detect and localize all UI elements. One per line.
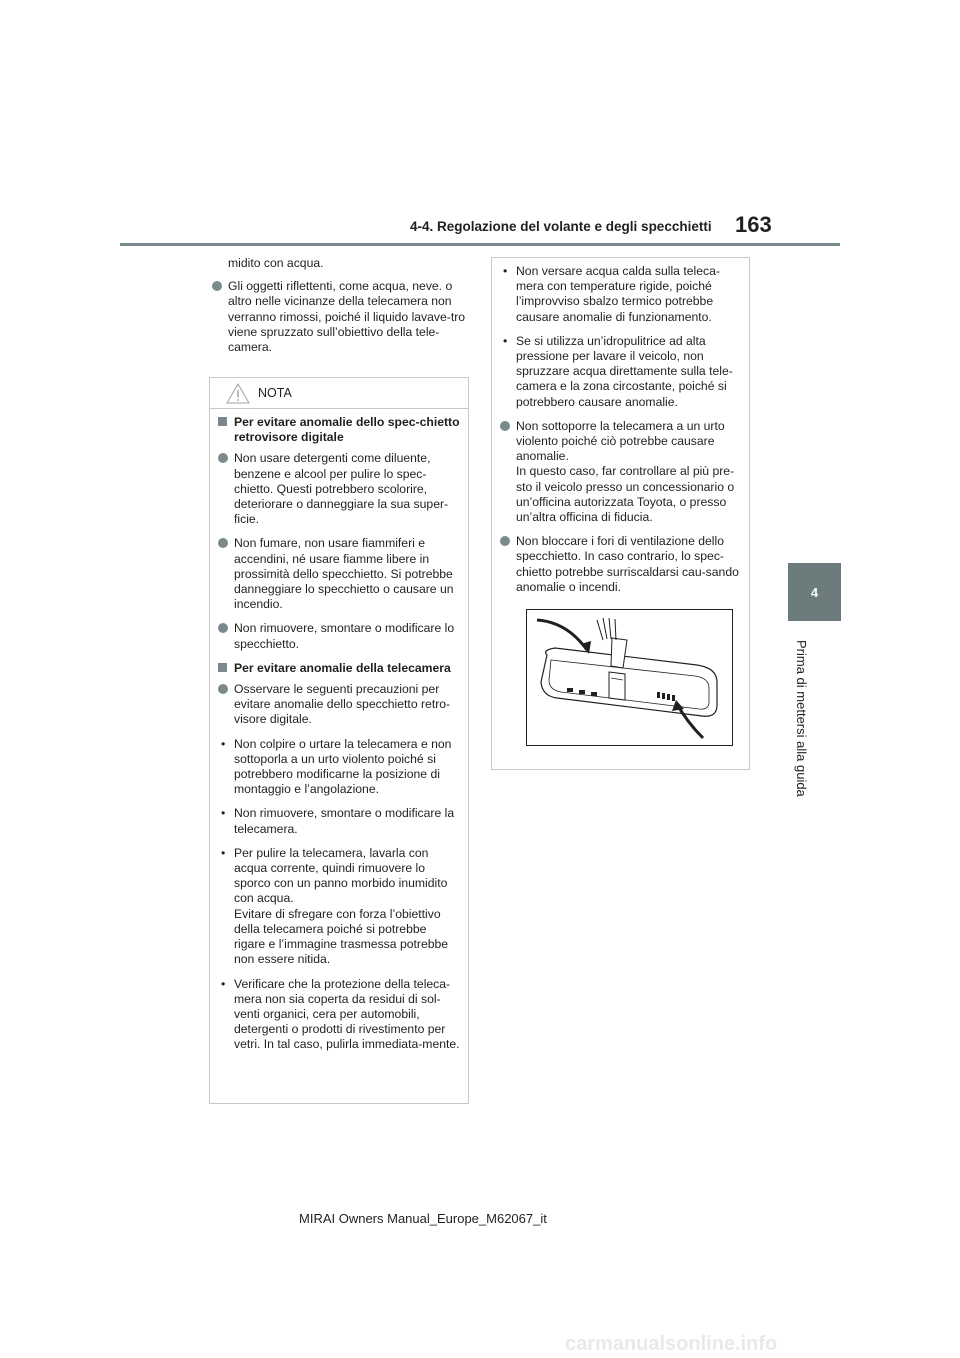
section-heading-text: Per evitare anomalie della telecamera [234,660,451,675]
dot-bullet-icon: • [503,333,508,348]
square-bullet-icon [218,417,227,426]
item-text: Osservare le seguenti precauzioni per evitare anomalie dello specchietto retro-visore digitale. [234,682,451,727]
list-item [500,264,741,325]
item-text: Non rimuovere, smontare o modificare la telecamera. [234,806,455,836]
square-bullet-icon [218,663,227,672]
list-item [218,451,460,527]
item-text: Non colpire o urtare la telecamera e non sottoporla a un urto violento poiché si potrebbero modificarne la posizione di montaggio e l’angolazione. [234,736,452,797]
item-text: Non fumare, non usare fiammiferi e accendini, né usare fiamme libere in prossimità dello specchietto. Si potrebbe danneggiare lo specchietto o causare un incendio. [234,536,454,612]
circle-bullet-icon [500,421,510,431]
list-item [218,621,460,651]
item-text: Non versare acqua calda sulla teleca-mera con temperature rigide, poiché l’improvviso sbalzo termico potrebbe causare anomalie di funzionamento. [516,264,720,324]
section-heading [218,661,460,676]
section-title: 4-4. Regolazione del volante e degli specchietti [410,219,712,234]
circle-bullet-icon [500,536,510,546]
nota-header [210,378,468,409]
list-item [500,419,741,525]
dot-bullet-icon: • [221,806,226,821]
manual-footer: MIRAI Owners Manual_Europe_M62067_it [299,1211,547,1226]
dot-bullet-icon: • [221,845,226,860]
chapter-number: 4 [810,584,819,600]
item-text: Non rimuovere, smontare o modificare lo specchietto. [234,621,455,651]
header-divider [120,243,840,246]
circle-bullet-icon [218,453,228,463]
chapter-title: Prima di mettersi alla guida [794,640,809,797]
circle-bullet-icon [212,281,222,291]
list-item [218,806,460,836]
list-item [218,977,460,1053]
item-text: Non usare detergenti come diluente, benzene e alcool per pulire lo spec-chietto. Questi potrebbero scolorire, deteriorare o danneggiare la sua super-ficie. [234,451,449,527]
list-item [218,682,460,728]
list-item [218,536,460,612]
item-text: Non sottoporre la telecamera a un urto violento poiché ciò potrebbe causare anomalie. In questo caso, far controllare al più pre-sto il veicolo presso un concessionario o un’officina autorizzata Toyota, o presso un’altra officina di fiducia. [516,418,735,525]
item-text: Non bloccare i fori di ventilazione dello specchietto. In caso contrario, lo spec-chietto potrebbe surriscaldarsi cau-sando anomalie o incendi. [516,534,739,594]
nota-box [209,377,469,1104]
list-item [500,534,741,595]
mirror-camera-icon [527,610,732,745]
item-text: Per pulire la telecamera, lavarla con acqua corrente, quindi rimuovere lo sporco con un panno morbido inumidito con acqua. Evitare di sfregare con forza l’obiettivo della telecamera poiché si potrebbe rigare e l’immagine trasmessa potrebbe non essere nitida. [234,845,449,967]
list-item [212,279,467,355]
chapter-label [760,640,842,800]
circle-bullet-icon [218,538,228,548]
mirror-illustration [526,609,733,746]
section-heading [218,415,460,445]
section-heading-text: Per evitare anomalie dello spec-chietto retrovisore digitale [234,415,460,445]
warning-triangle-icon [226,383,250,404]
item-text: Verificare che la protezione della teleca-mera non sia coperta da residui di sol-venti organici, cera per automobili, detergenti o prodotti di rivestimento per vetri. In tal caso, pulirla immediata-mente. [234,976,460,1052]
watermark: carmanualsonline.info [565,1333,778,1355]
page-number: 163 [735,212,772,237]
continued-text: midito con acqua. [228,256,324,270]
dot-bullet-icon: • [503,264,508,278]
intro-block [212,256,467,355]
list-item [218,737,460,798]
dot-bullet-icon: • [221,736,226,751]
nota-box-continued [491,257,750,770]
chapter-tab[interactable] [788,563,841,621]
list-item [500,334,741,410]
nota-label: NOTA [258,386,292,400]
dot-bullet-icon: • [221,976,226,991]
list-item [218,846,460,968]
circle-bullet-icon [218,623,228,633]
item-text: Gli oggetti riflettenti, come acqua, neve. o altro nelle vicinanze della telecamera non verranno rimossi, poiché il liquido lavave-tro viene spruzzato sull’obiettivo della tele-camera. [228,279,466,355]
item-text: Se si utilizza un’idropulitrice ad alta pressione per lavare il veicolo, non spruzzare acqua direttamente sulla tele-camera e la zona circostante, poiché si potrebbero causare anomalie. [516,333,733,409]
circle-bullet-icon [218,684,228,694]
